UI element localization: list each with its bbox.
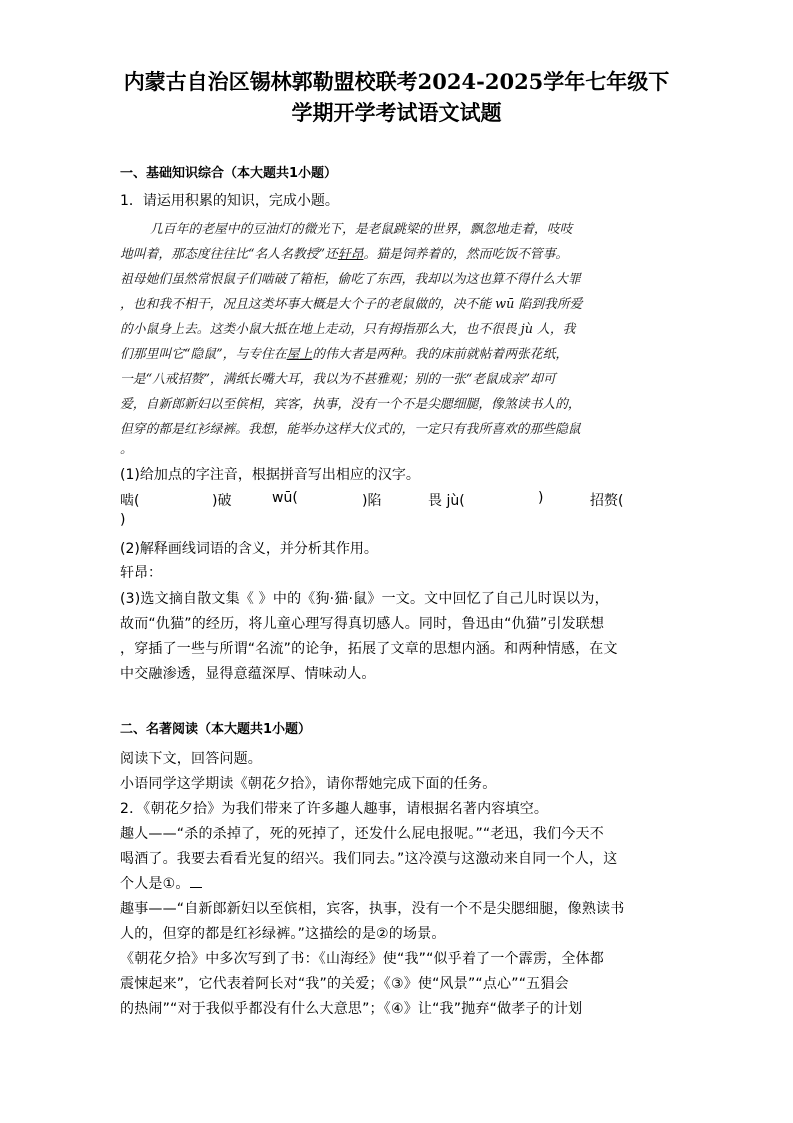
document-title-line2: 学期开学考试语文试题 (291, 100, 502, 125)
sub-question-3-line: ，穿插了一些与所谓“名流”的论争，拓展了文章的思想内涵。和两种情感，在文 (120, 641, 618, 657)
underlined-word-wushang: 屋上 (286, 347, 313, 362)
pinyin-item: ) (538, 490, 544, 506)
passage-line: 祖母她们虽然常恨鼠子们啮破了箱柜，偷吃了东西，我却以为这也算不得什么大罪 (120, 272, 581, 287)
pinyin-item: 啮( (120, 493, 140, 509)
pinyin-item: )破 (212, 493, 232, 509)
section2-line: 的热闹”“对于我似乎都没有什么大意思”；《④》让“我”抛弃“做孝子的计划 (120, 1001, 583, 1017)
section2-line: 趣人——“杀的杀掉了，死的死掉了，还发什么屁电报呢。”“老迅，我们今天不 (120, 826, 604, 842)
section2-line: 喝酒了。我要去看看光复的绍兴。我们同去。”这冷漠与这激动来自同一个人，这 (120, 851, 618, 867)
sub-question-1: (1)给加点的字注音，根据拼音写出相应的汉字。 (120, 467, 420, 483)
section2-heading: 二、名著阅读（本大题共1小题） (120, 722, 312, 737)
section2-line: 小语同学这学期读《朝花夕拾》，请你帮她完成下面的任务。 (120, 776, 497, 792)
sub-question-3-line: (3)选文摘自散文集《 》中的《狗·猫·鼠》一文。文中回忆了自己儿时误以为， (120, 591, 609, 607)
passage-line: 几百年的老屋中的豆油灯的微光下，是老鼠跳梁的世界，飘忽地走着，吱吱 (150, 222, 573, 237)
section2-line: 个人是①。 (120, 873, 673, 893)
sub-question-2-label: 轩昂： (120, 565, 162, 581)
passage-line: 一是“八戒招赘”，满纸长嘴大耳，我以为不甚雅观；别的一张“老鼠成亲”却可 (120, 372, 556, 387)
pinyin-item: 畏 jù( (428, 493, 465, 509)
pinyin-item: )陷 (362, 493, 382, 509)
passage-line: 地叫着，那态度往往比“名人名教授”还轩昂。猫是饲养着的，然而吃饭不管事。 (120, 247, 569, 262)
pinyin-item: wū( (272, 490, 298, 506)
question2: 2．《朝花夕拾》为我们带来了许多趣人趣事，请根据名著内容填空。 (120, 801, 549, 817)
passage-line: 。 (120, 442, 133, 457)
sub-question-2: (2)解释画线词语的含义，并分析其作用。 (120, 541, 378, 557)
section2-line: 人的，但穿的都是红衫绿裤。”这描绘的是②的场景。 (120, 926, 446, 942)
section2-line: 趣事——“自新郎新妇以至傧相，宾客，执事，没有一个不是尖腮细腿，像熟读书 (120, 901, 625, 917)
passage-line: ，也和我不相干，况且这类坏事大概是大个子的老鼠做的，决不能 wū 陷到我所爱 (120, 297, 583, 312)
pinyin-item: 招赘( (590, 493, 624, 509)
passage-line: 但穿的都是红衫绿裤。我想，能举办这样大仪式的，一定只有我所喜欢的那些隐鼠 (120, 422, 581, 437)
passage-line: 的小鼠身上去。这类小鼠大抵在地上走动，只有拇指那么大，也不很畏 jù 人，我 (120, 322, 576, 337)
answer-blank (190, 887, 202, 888)
sub-question-3-line: 中交融渗透，显得意蕴深厚、情味动人。 (120, 666, 376, 682)
passage-line: 爱，自新郎新妇以至傧相，宾客，执事，没有一个不是尖腮细腿，像煞读书人的， (120, 397, 581, 412)
sub-question-3-line: 故而“仇猫”的经历，将儿童心理写得真切感人。同时，鲁迅由“仇猫”引发联想 (120, 616, 605, 632)
section2-line: 震悚起来”，它代表着阿长对“我”的关爱；《③》使“风景”“点心”“五猖会 (120, 976, 569, 992)
question1: 1．请运用积累的知识，完成小题。 (120, 193, 339, 209)
document-title-line1: 内蒙古自治区锡林郭勒盟校联考2024-2025学年七年级下 (123, 69, 670, 94)
section1-heading: 一、基础知识综合（本大题共1小题） (120, 166, 338, 181)
underlined-word-xuanang: 轩昂 (337, 247, 364, 262)
section2-line: 《朝花夕拾》中多次写到了书：《山海经》使“我”“似乎着了一个霹雳，全体都 (120, 951, 604, 967)
pinyin-item-close: ) (120, 512, 126, 528)
passage-line: 们那里叫它“隐鼠”，与专住在屋上的伟大者是两种。我的床前就帖着两张花纸， (120, 347, 569, 362)
section2-line: 阅读下文，回答问题。 (120, 751, 262, 767)
